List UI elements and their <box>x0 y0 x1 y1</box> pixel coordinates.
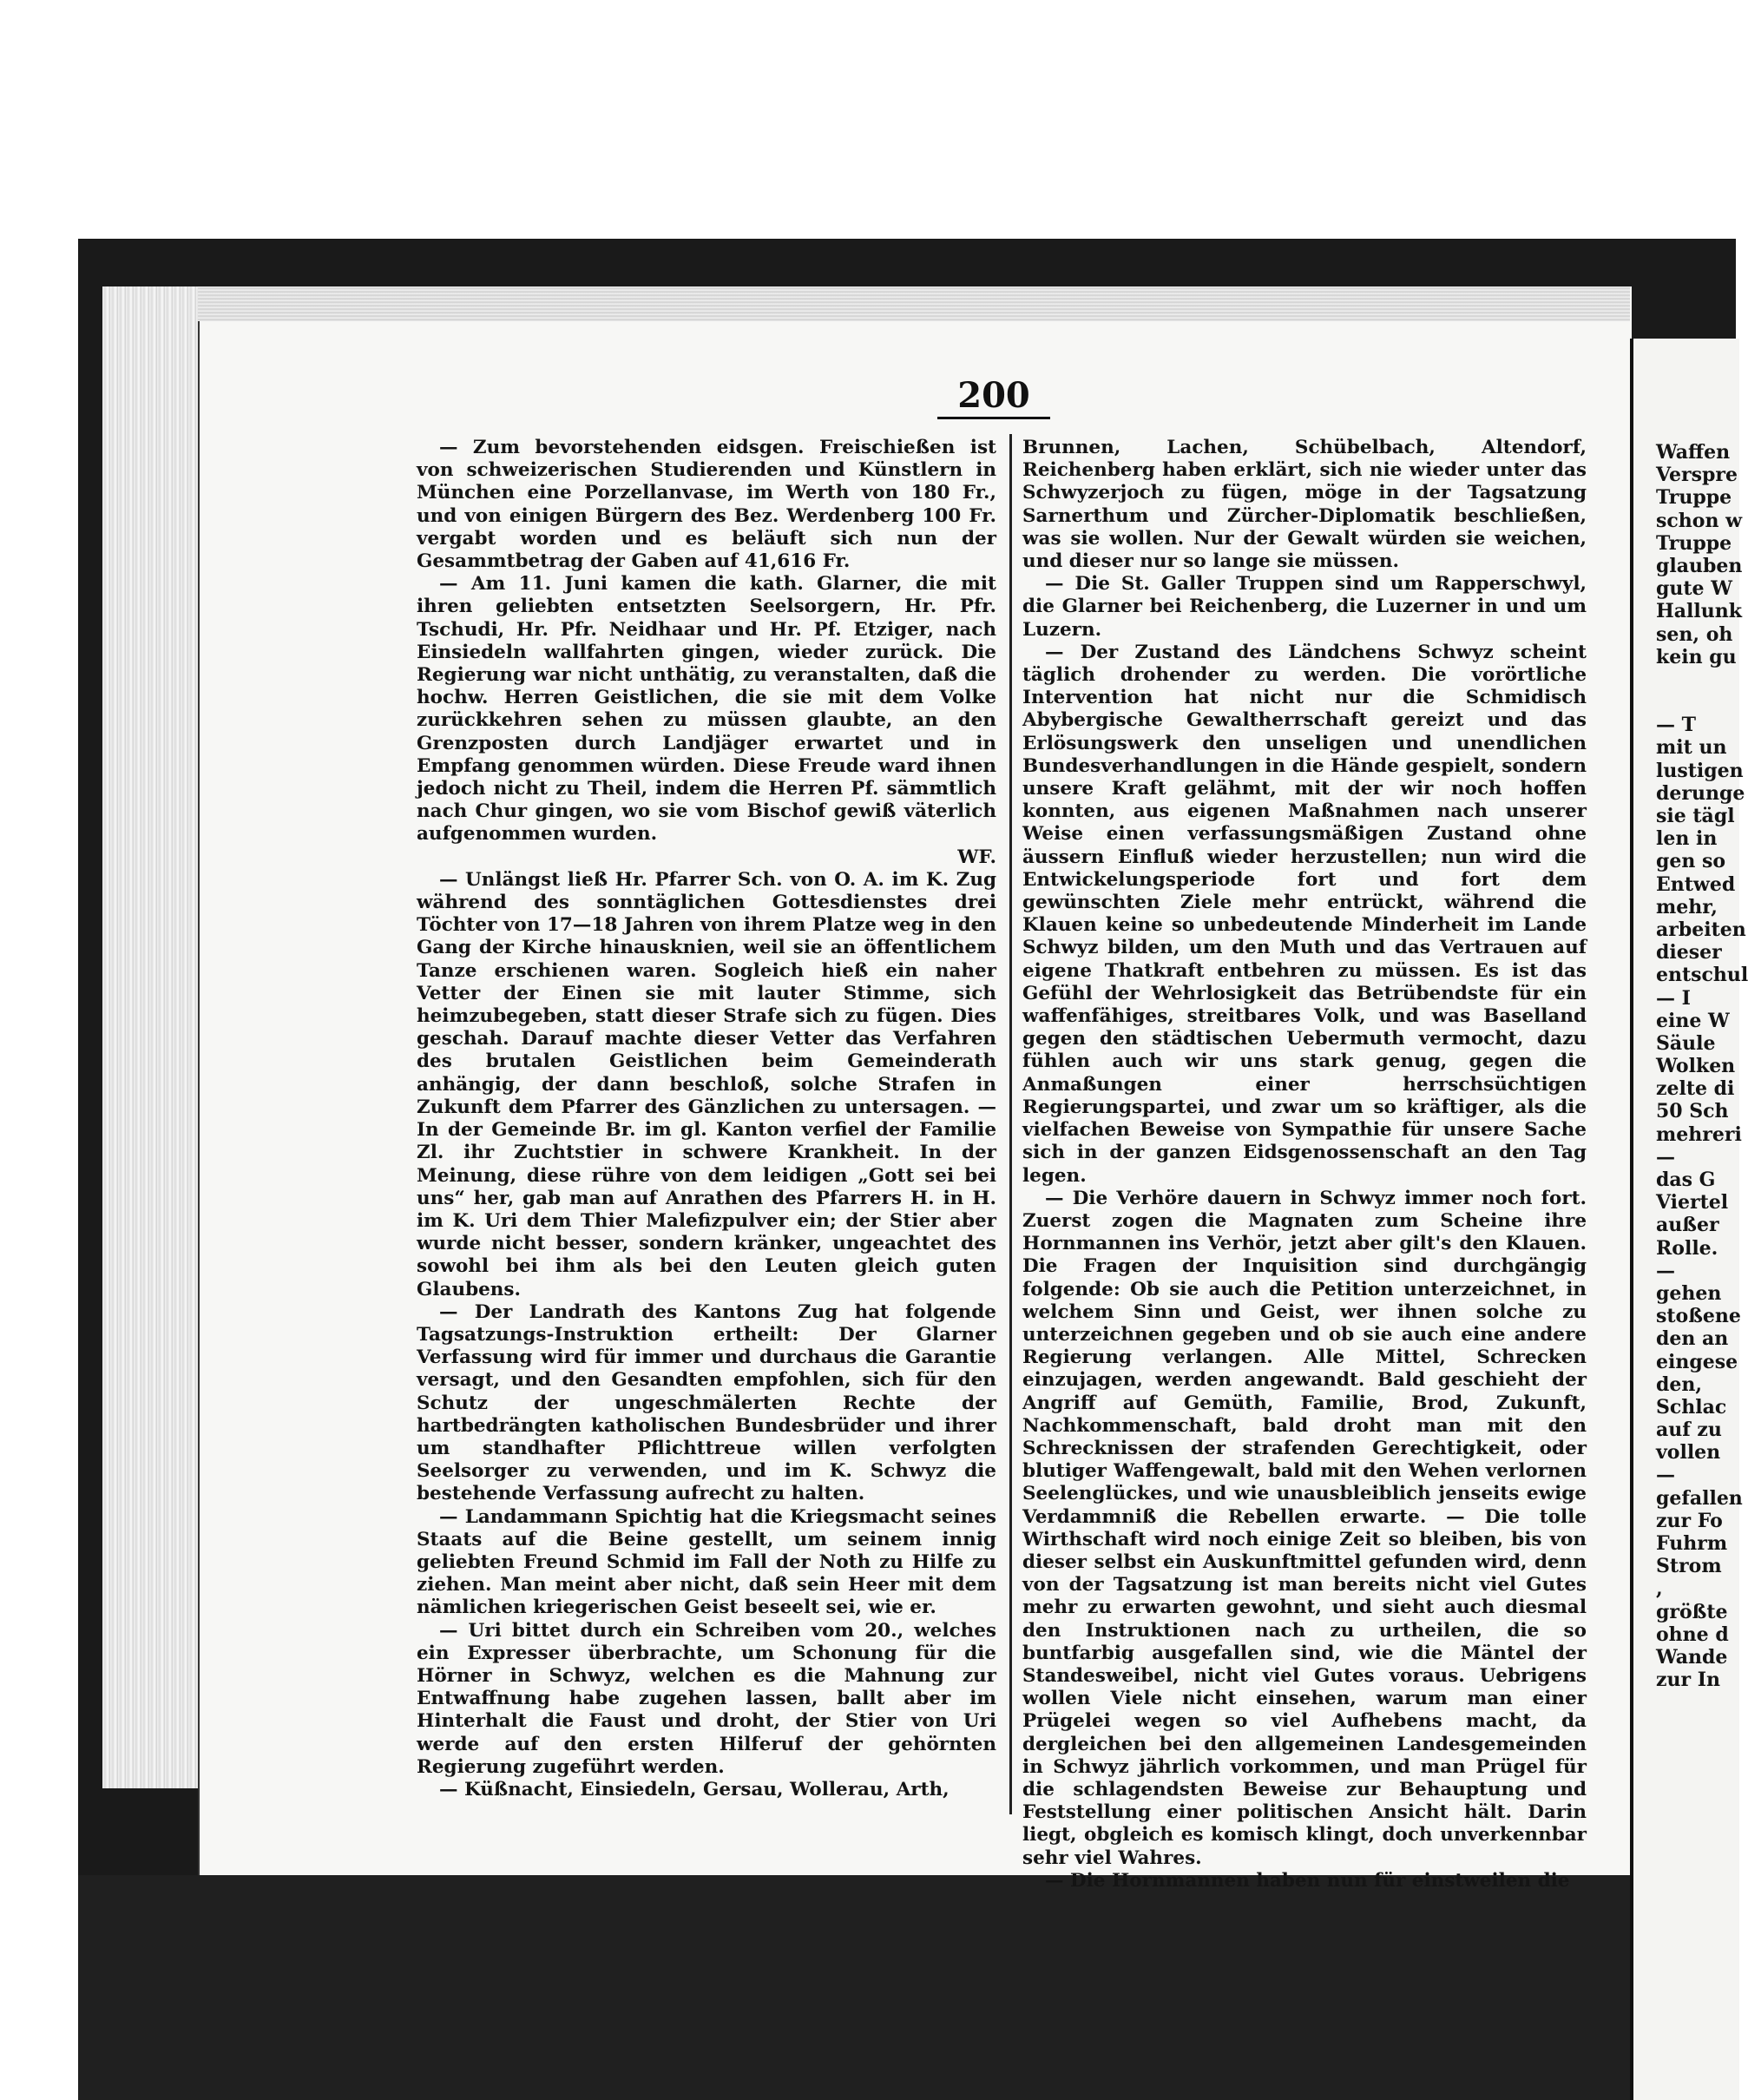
article-paragraph: — Der Zustand des Ländchens Schwyz scheint täglich drohender zu werden. Die vorörtliche Intervention hat nicht nur die Schmidisch Abybergische Gewaltherrschaft gereizt und das Erlösungswerk den unseligen und unendlichen Bundesverhandlungen in die Hände gespielt, sondern unsere Kraft gelähmt, mit der wir noch hoffen konnten, aus eigenen Maßnahmen nach unserer Weise einen verfassungsmäßigen Zustand ohne äussern Einfluß wieder herzustellen; nun wird die Entwickelungsperiode fort und fort dem gewünschten Ziele mehr entrückt, während die Klauen keine so unbedeutende Minderheit im Lande Schwyz bilden, um den Muth und das Vertrauen auf eigene Thatkraft entbehren zu müssen. Es ist das Gefühl der Wehrlosigkeit das Betrübendste für ein waffenfähiges, streitbares Volk, und was Baselland gegen den städtischen Uebermuth vermocht, dazu fühlen auch wir uns stark genug, gegen die Anmaßungen einer herrschsüchtigen Regierungspartei, und zwar um so kräftiger, als die vielfachen Beweise von Sympathie für unsere Sache sich in der ganzen Eidsgenossenschaft an den Tag legen. <box>1022 641 1587 1187</box>
next-page-line: ohne d <box>1656 1623 1729 1646</box>
next-page-line: vollen <box>1656 1441 1721 1465</box>
next-page-line: 50 Sch <box>1656 1100 1729 1123</box>
column-divider <box>1009 434 1012 1814</box>
next-page-line: auf zu <box>1656 1419 1722 1442</box>
book-page-edges <box>102 286 209 1788</box>
next-page-line: Fuhrm <box>1656 1532 1728 1555</box>
next-page-line: — <box>1656 1464 1675 1487</box>
next-page-line: mit un <box>1656 736 1727 760</box>
next-page-line: arbeiten <box>1656 918 1746 941</box>
article-paragraph: — Die St. Galler Truppen sind um Rapperschwyl, die Glarner bei Reichenberg, die Luzerner in und um Luzern. <box>1022 573 1587 641</box>
next-page-line: Waffen <box>1656 441 1731 464</box>
next-page-line: Viertel <box>1656 1191 1729 1215</box>
next-page-line: Truppe <box>1656 531 1732 555</box>
next-page-line: Schlac <box>1656 1395 1727 1419</box>
next-page-line <box>1656 691 1739 714</box>
next-page-line: , <box>1656 1577 1663 1601</box>
left-column <box>417 437 996 1801</box>
next-page-text <box>1633 339 1748 1692</box>
next-page-line: Säule <box>1656 1031 1716 1055</box>
next-page-line: entschul <box>1656 964 1748 987</box>
next-page-edge <box>1630 339 1748 2100</box>
next-page-line: schon w <box>1656 509 1743 532</box>
next-page-line: Truppe <box>1656 486 1732 510</box>
next-page-line: Hallunk <box>1656 600 1742 623</box>
next-page-line: kein gu <box>1656 645 1737 668</box>
next-page-line: sie tägl <box>1656 805 1735 827</box>
next-page-line: gute W <box>1656 577 1732 601</box>
next-page-line: das G <box>1656 1168 1716 1191</box>
next-page-line: derunge <box>1656 781 1745 805</box>
next-page-line: — T <box>1656 714 1697 737</box>
right-column <box>1022 437 1587 1893</box>
next-page-line: glauben <box>1656 554 1743 577</box>
next-page-line: — <box>1656 1145 1675 1168</box>
next-page-line <box>1656 668 1739 691</box>
next-page-line: gefallen <box>1656 1486 1743 1510</box>
next-page-line: Entwed <box>1656 872 1736 896</box>
article-paragraph: — Unlängst ließ Hr. Pfarrer Sch. von O. A. im K. Zug während des sonntäglichen Gottesdienstes drei Töchter von 17—18 Jahren von ihrem Platze weg in den Gang der Kirche hinausknien, weil sie an öffentlichem Tanze erschienen waren. Sogleich hieß ein naher Vetter der Einen sie mit lauter Stimme, sich heimzubegeben, statt dieser Strafe sich zu fügen. Dies geschah. Darauf machte dieser Vetter das Verfahren des brutalen Geistlichen beim Gemeinderath anhängig, der dann beschloß, solche Strafen in Zukunft dem Pfarrer des Gänzlichen zu untersagen. — In der Gemeinde Br. im gl. Kanton verfiel der Familie Zl. ihr Zuchtstier in schwere Krankheit. In der Meinung, diese rühre von dem leidigen „Gott sei bei uns“ her, gab man auf Anrathen des Pfarrers H. in H. im K. Uri dem Thier Malefizpulver ein; der Stier aber wurde nicht besser, sondern kränker, ungeachtet des sowohl bei ihm als bei den Leuten gleich guten Glaubens. <box>417 868 996 1300</box>
article-signature: WF. <box>957 846 996 868</box>
article-paragraph: — Zum bevorstehenden eidsgen. Freischießen ist von schweizerischen Studierenden und Künstlern in München eine Porzellanvase, im Werth von 180 Fr., und von einigen Bürgern des Bez. Werdenberg 100 Fr. vergabt worden und es beläuft sich nun der Gesammtbetrag der Gaben auf 41,616 Fr. <box>417 437 996 573</box>
next-page-line: sen, oh <box>1656 622 1733 646</box>
article-paragraph: — Küßnacht, Einsiedeln, Gersau, Wollerau, Arth, <box>439 1778 950 1800</box>
next-page-line: Wande <box>1656 1645 1728 1669</box>
next-page-line: Wolken <box>1656 1055 1736 1078</box>
next-page-line: mehreri <box>1656 1122 1742 1146</box>
next-page-line: stoßene <box>1656 1305 1741 1328</box>
next-page-line: dieser <box>1656 941 1722 964</box>
page-top-edges <box>198 286 1630 321</box>
next-page-line: zur In <box>1656 1669 1721 1692</box>
next-page-line: gen so <box>1656 850 1726 873</box>
next-page-line: den an <box>1656 1327 1729 1351</box>
next-page-line: Verspre <box>1656 464 1738 487</box>
next-page-line: lustigen <box>1656 759 1744 782</box>
article-paragraph: — Die Verhöre dauern in Schwyz immer noch fort. Zuerst zogen die Magnaten zum Scheine ihre Hornmannen ins Verhör, jetzt aber gilt's den Klauen. Die Fragen der Inquisition sind durchgängig folgende: Ob sie auch die Petition unterzeichnet, in welchem Sinn und Geist, wer ihnen solche zu unterzeichnen gegeben und ob sie auch eine andere Regierung verlangen. Alle Mittel, Schrecken einzujagen, werden angewandt. Bald geschieht der Angriff auf Gemüth, Familie, Brod, Zukunft, Nachkommenschaft, bald droht man mit den Schrecknissen der strafenden Gerechtigkeit, oder blutiger Waffengewalt, bald mit den Wehen verlornen Seelenglückes, und wie unausbleiblich jenseits ewige Verdammniß die Rebellen erwarte. — Die tolle Wirthschaft wird noch einige Zeit so bleiben, bis von dieser selbst ein Auskunftmittel gefunden wird, denn von der Tagsatzung ist man bereits nicht viel Gutes mehr zu erwarten gewohnt, und sieht auch diesmal den Instruktionen nach zu urtheilen, die so buntfarbig ausgefallen sind, wie die Mäntel der Standesweibel, nicht viel Gutes voraus. Uebrigens wollen Viele nicht einsehen, warum man einer Prügelei wegen so viel Aufhebens macht, da dergleichen bei den allgemeinen Landesgemeinden in Schwyz jährlich vorkommen, und man Prügel für die schlagendsten Beweise zur Behauptung und Feststellung einer politischen Ansicht hält. Darin liegt, obgleich es komisch klingt, doch unverkennbar sehr viel Wahres. <box>1022 1187 1587 1869</box>
next-page-line: Rolle. <box>1656 1236 1718 1260</box>
article-paragraph: — Am 11. Juni kamen die kath. Glarner, die mit ihren geliebten entsetzten Seelsorgern, Hr. Pfr. Tschudi, Hr. Pfr. Neidhaar und Hr. Pf. Etziger, nach Einsiedeln wallfahrten gingen, wieder zurück. Die Regierung war nicht unthätig, zu veranstalten, daß die hochw. Herren Geistlichen, die sie mit dem Volke zurückkehren sehen zu müssen glaubte, an den Grenzposten durch Landjäger erwartet und in Empfang genommen würden. Diese Freude ward ihnen jedoch nicht zu Theil, indem die Herren Pf. sämmtlich nach Chur gingen, wo sie vom Bischof gewiß väterlich aufgenommen wurden. <box>417 573 996 846</box>
next-page-line: eine W <box>1656 1009 1730 1032</box>
scan-shadow <box>78 1875 1630 2100</box>
next-page-line: den, <box>1656 1373 1703 1396</box>
next-page-line: zelte di <box>1656 1077 1735 1101</box>
page-number: 200 <box>937 375 1050 419</box>
next-page-line: größte <box>1656 1600 1728 1623</box>
next-page-line: eingese <box>1656 1350 1738 1373</box>
article-paragraph: — Die Hornmannen haben nun für einstweilen die <box>1045 1869 1570 1892</box>
next-page-line: zur Fo <box>1656 1509 1723 1532</box>
next-page-line: gehen <box>1656 1281 1722 1305</box>
article-paragraph-continued: Brunnen, Lachen, Schübelbach, Altendorf, Reichenberg haben erklärt, sich nie wieder unter das Schwyzerjoch zu fügen, möge in der Tagsatzung Sarnerthum und Zürcher-Diplomatik beschließen, was sie wollen. Nur der Gewalt würden sie weichen, und dieser nur so lange sie müssen. <box>1022 437 1587 573</box>
next-page-line: außer <box>1656 1214 1719 1237</box>
next-page-line: Strom <box>1656 1555 1722 1578</box>
article-paragraph: — Uri bittet durch ein Schreiben vom 20., welches ein Expresser überbrachte, um Schonung für die Hörner in Schwyz, welchen es die Mahnung zur Entwaffnung habe zugehen lassen, ballt aber im Hinterhalt die Faust und droht, der Stier von Uri werde auf den ersten Hilferuf der gehörnten Regierung zugeführt werden. <box>417 1619 996 1778</box>
next-page-line: — <box>1656 1259 1675 1282</box>
next-page-line: — I <box>1656 986 1691 1010</box>
next-page-line: mehr, <box>1656 895 1718 918</box>
next-page-line: len in <box>1656 827 1718 851</box>
article-paragraph: — Landammann Spichtig hat die Kriegsmacht seines Staats auf die Beine gestellt, um seinem innig geliebten Freund Schmid im Fall der Noth zu Hilfe zu ziehen. Man meint aber nicht, daß sein Heer mit dem nämlichen kriegerischen Geist beseelt sei, wie er. <box>417 1505 996 1619</box>
article-paragraph: — Der Landrath des Kantons Zug hat folgende Tagsatzungs-Instruktion ertheilt: Der Glarner Verfassung wird für immer und durchaus die Garantie versagt, und den Gesandten empfohlen, sich für den Schutz der ungeschmälerten Rechte der hartbedrängten katholischen Bundesbrüder und ihrer um standhafter Pflichttreue willen verfolgten Seelsorger zu verwenden, und im K. Schwyz die bestehende Verfassung aufrecht zu halten. <box>417 1300 996 1505</box>
